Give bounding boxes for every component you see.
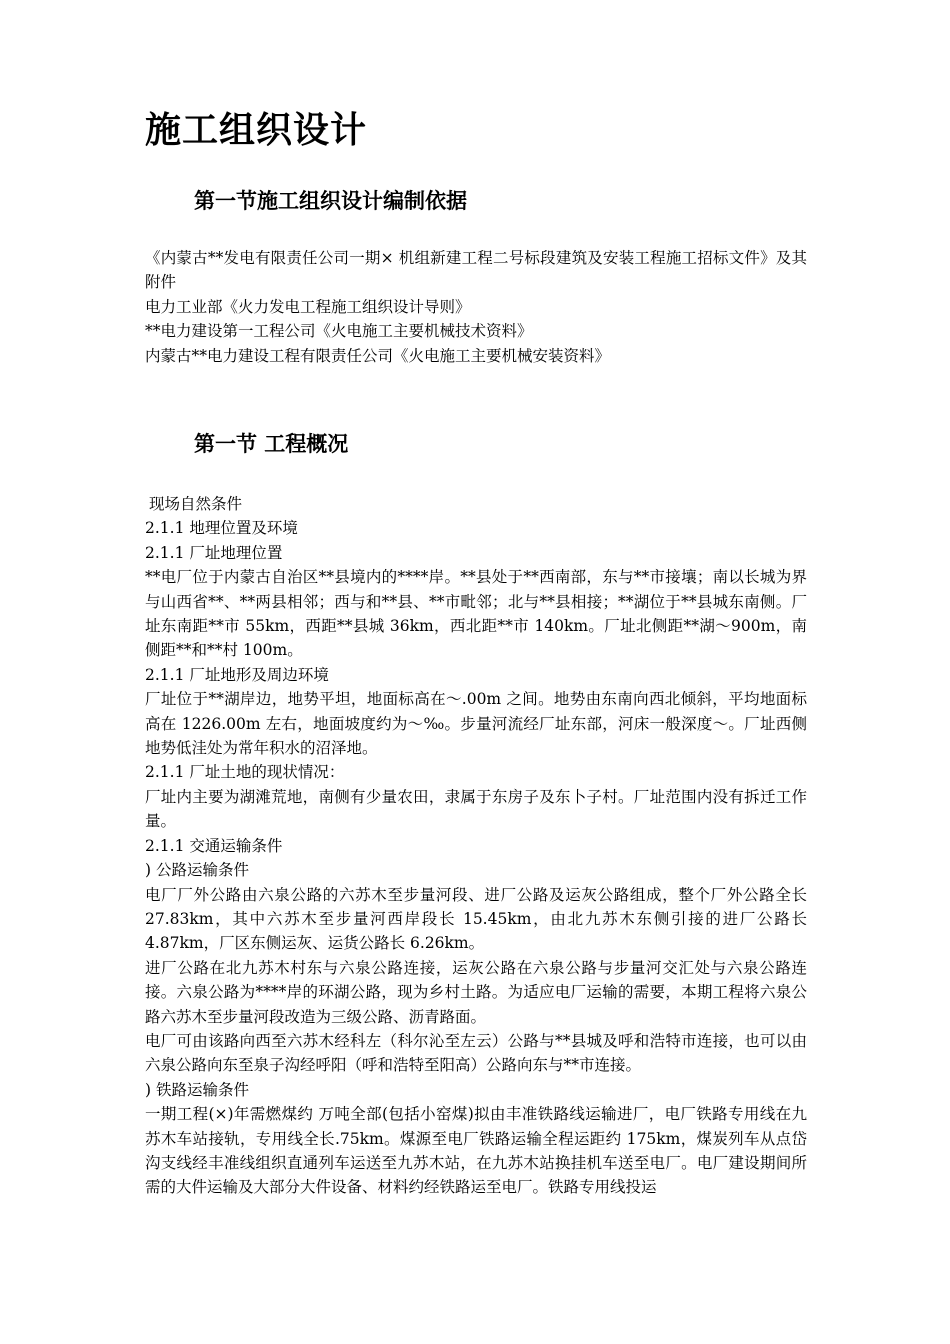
- paragraph: ) 公路运输条件: [145, 861, 249, 880]
- paragraph: 2.1.1 厂址地形及周边环境: [145, 665, 329, 684]
- paragraph: 2.1.1 地理位置及环境: [145, 519, 298, 538]
- paragraph: 进厂公路在北九苏木村东与六泉公路连接，运灰公路在六泉公路与步量河交汇处与六泉公路连接。六泉公路为****岸的环湖公路，现为乡村土路。为适应电厂运输的需要，本期工程将六泉公路六苏木至步量河段改造为三级公路、沥青路面。: [145, 958, 807, 1026]
- paragraph: **电厂位于内蒙古自治区**县境内的****岸。**县处于**西南部，东与**市接壤；南以长城为界与山西省**、**两县相邻；西与和**县、**市毗邻；北与**县相接；**湖位于**县城东南侧。厂址东南距**市 55km，西距**县城 36km，西北距**市 140km。厂址北侧距**湖～900m，南侧距**和**村 100m。: [145, 568, 807, 660]
- document-title: 施工组织设计: [145, 109, 368, 151]
- paragraph: ) 铁路运输条件: [145, 1080, 249, 1099]
- overview-paragraphs: [145, 492, 807, 1200]
- paragraph: 《内蒙古**发电有限责任公司一期× 机组新建工程二号标段建筑及安装工程施工招标文件》及其附件: [145, 249, 807, 292]
- section-heading-overview: 第一节 工程概况: [194, 431, 349, 456]
- basis-paragraphs: [145, 246, 807, 368]
- paragraph: 电厂可由该路向西至六苏木经科左（科尔沁至左云）公路与**县城及呼和浩特市连接，也可以由六泉公路向东至泉子沟经呼阳（呼和浩特至阳高）公路向东与**市连接。: [145, 1031, 807, 1075]
- section-heading-basis: 第一节施工组织设计编制依据: [194, 188, 467, 213]
- paragraph: 2.1.1 厂址土地的现状情况：: [145, 763, 345, 782]
- paragraph: 2.1.1 交通运输条件: [145, 836, 283, 855]
- paragraph: 电力工业部《火力发电工程施工组织设计导则》: [145, 297, 471, 316]
- paragraph: 2.1.1 厂址地理位置: [145, 543, 283, 562]
- paragraph: 电厂厂外公路由六泉公路的六苏木至步量河段、进厂公路及运灰公路组成，整个厂外公路全长 27.83km，其中六苏木至步量河西岸段长 15.45km，由北九苏木东侧引接的进厂公路长 4.87km，厂区东侧运灰、运货公路长 6.26km。: [145, 885, 807, 953]
- paragraph: 内蒙古**电力建设工程有限责任公司《火电施工主要机械安装资料》: [145, 346, 611, 365]
- paragraph: 厂址位于**湖岸边，地势平坦，地面标高在～.00m 之间。地势由东南向西北倾斜，平均地面标高在 1226.00m 左右，地面坡度约为～‰。步量河流经厂址东部，河床一般深度～。厂址西侧地势低洼处为常年积水的沼泽地。: [145, 690, 807, 758]
- paragraph: 一期工程(×)年需燃煤约 万吨全部(包括小窑煤)拟由丰准铁路线运输进厂，电厂铁路专用线在九苏木车站接轨，专用线全长.75km。煤源至电厂铁路运输全程运距约 175km，煤炭列车从点岱沟支线经丰准线组织直通列车运送至九苏木站，在九苏木站换挂机车送至电厂。电厂建设期间所需的大件运输及大部分大件设备、材料约经铁路运至电厂。铁路专用线投运: [145, 1105, 807, 1197]
- paragraph: **电力建设第一工程公司《火电施工主要机械技术资料》: [145, 322, 533, 341]
- paragraph: 现场自然条件: [149, 495, 243, 513]
- paragraph: 厂址内主要为湖滩荒地，南侧有少量农田，隶属于东房子及东卜子村。厂址范围内没有拆迁工作量。: [145, 787, 807, 831]
